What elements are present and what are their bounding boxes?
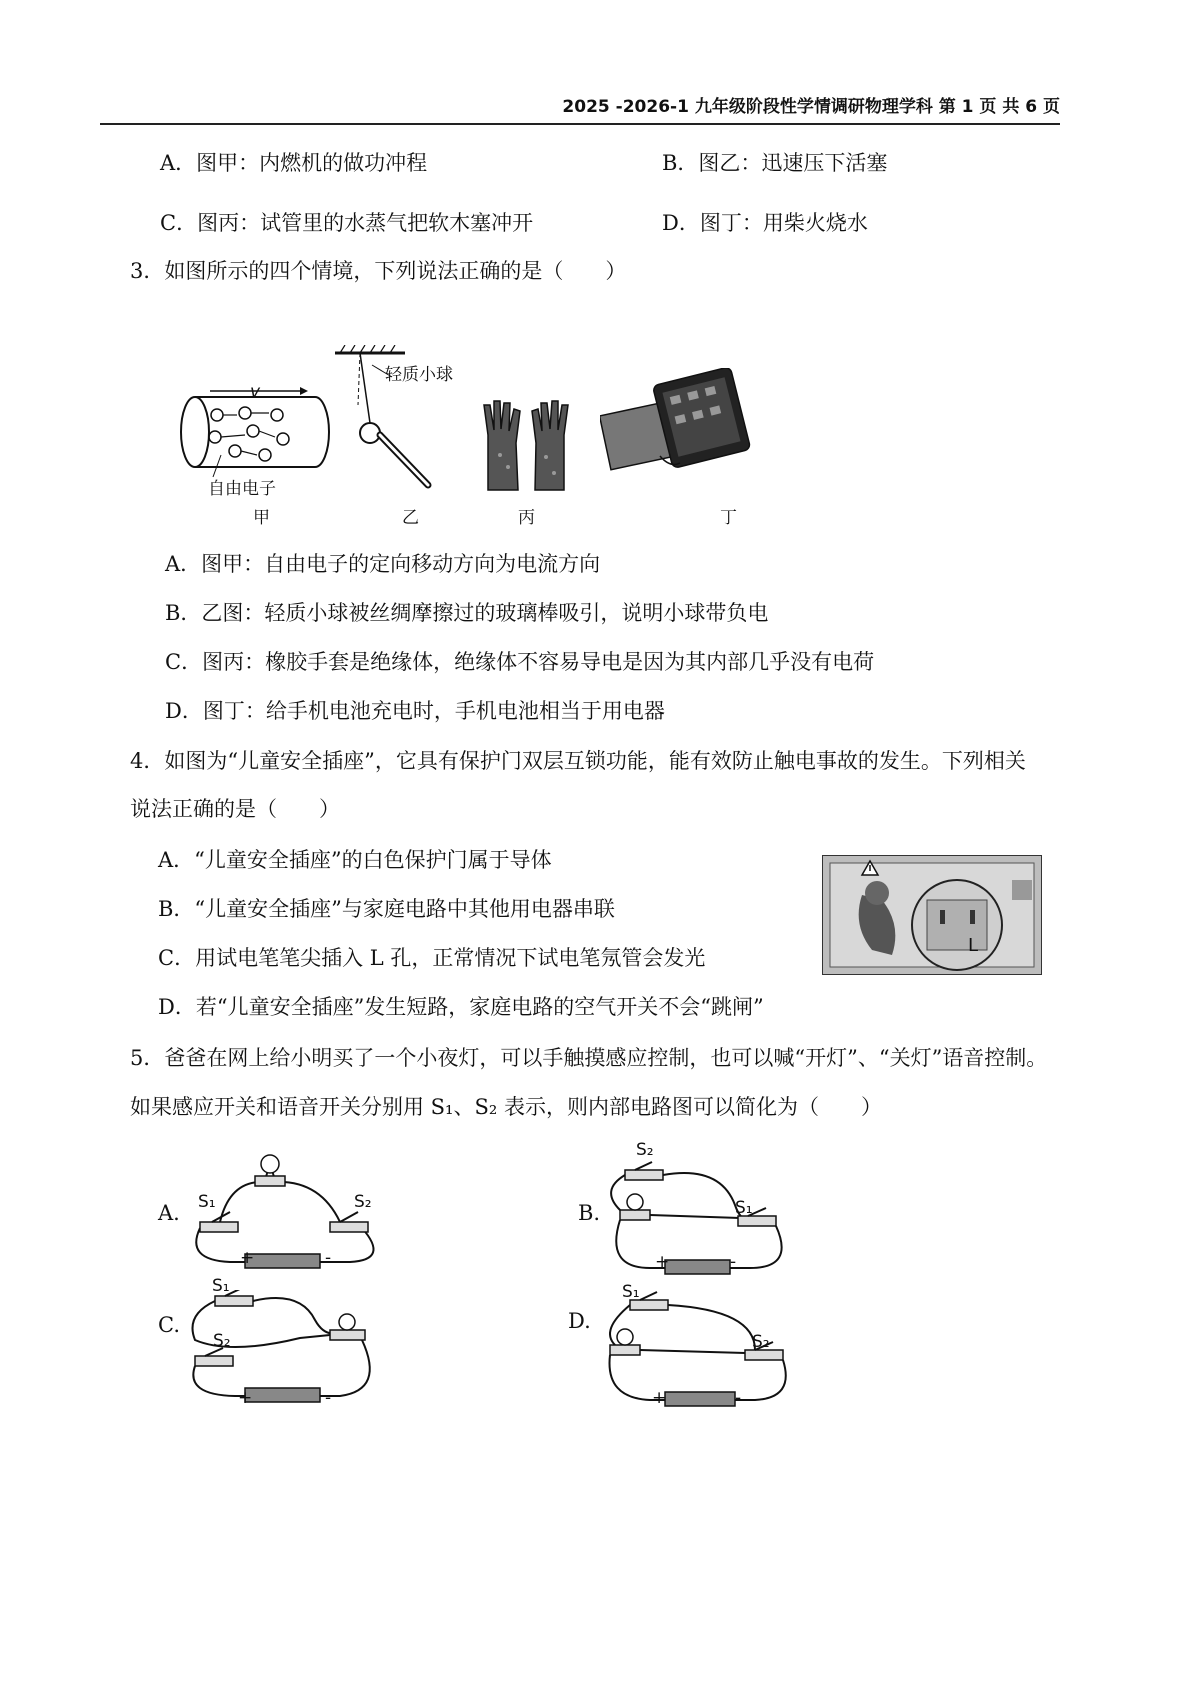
q5-stem-line1: 5．爸爸在网上给小明买了一个小夜灯，可以手触摸感应控制，也可以喊“开灯”、“关灯”语音控制。: [130, 1046, 1048, 1070]
circuit-b-s2: S₂: [636, 1140, 654, 1160]
circuit-b-plus: +: [655, 1252, 670, 1272]
circuit-a-plus: +: [240, 1248, 255, 1268]
q3-option-d: D．图丁：给手机电池充电时，手机电池相当于用电器: [165, 699, 665, 723]
caption-bing: 丙: [518, 508, 535, 528]
q4-stem-line1: 4．如图为“儿童安全插座”，它具有保护门双层互锁功能，能有效防止触电事故的发生。下列相关: [130, 749, 1026, 773]
circuit-c-minus: -: [325, 1388, 332, 1408]
circuit-d-plus: +: [652, 1388, 667, 1408]
velocity-label: v: [250, 382, 261, 402]
circuit-a-s2: S₂: [354, 1192, 372, 1212]
free-electron-label: 自由电子: [208, 479, 276, 499]
circuit-c-letter: C.: [158, 1313, 180, 1337]
circuit-a-minus: -: [325, 1248, 332, 1268]
q2-option-a: A．图甲：内燃机的做功冲程: [160, 151, 428, 175]
circuit-a-s1: S₁: [198, 1192, 216, 1212]
light-ball-label: 轻质小球: [385, 365, 453, 385]
circuit-b-s1: S₁: [735, 1198, 753, 1218]
circuit-d-s2: S₂: [752, 1332, 770, 1352]
q4-option-c: C．用试电笔笔尖插入 L 孔，正常情况下试电笔氖管会发光: [158, 946, 706, 970]
q4-stem-line2: 说法正确的是（ ）: [130, 797, 340, 821]
socket-l-label: L: [968, 935, 979, 956]
q5-stem-line2: 如果感应开关和语音开关分别用 S₁、S₂ 表示，则内部电路图可以简化为（ ）: [130, 1095, 882, 1119]
circuit-d-minus: -: [735, 1388, 742, 1408]
circuit-b-diagram: [610, 1160, 790, 1275]
circuit-d-letter: D.: [568, 1309, 591, 1333]
caption-ding: 丁: [720, 508, 737, 528]
figure-child-safety-socket: [822, 855, 1042, 975]
q4-option-a: A．“儿童安全插座”的白色保护门属于导体: [158, 848, 552, 872]
q4-option-d: D．若“儿童安全插座”发生短路，家庭电路的空气开关不会“跳闸”: [158, 995, 764, 1019]
circuit-a-letter: A.: [158, 1201, 180, 1225]
q2-option-d: D．图丁：用柴火烧水: [662, 211, 868, 235]
circuit-c-plus: +: [238, 1388, 253, 1408]
q3-option-a: A．图甲：自由电子的定向移动方向为电流方向: [165, 552, 601, 576]
circuit-c-s2: S₂: [213, 1331, 231, 1351]
circuit-b-letter: B.: [578, 1201, 601, 1225]
circuit-c-s1: S₁: [212, 1276, 230, 1296]
q4-option-b: B．“儿童安全插座”与家庭电路中其他用电器串联: [158, 897, 615, 921]
q3-stem: 3．如图所示的四个情境，下列说法正确的是（ ）: [130, 259, 627, 283]
caption-jia: 甲: [253, 508, 270, 528]
q3-option-c: C．图丙：橡胶手套是绝缘体，绝缘体不容易导电是因为其内部几乎没有电荷: [165, 650, 875, 674]
q2-option-c: C．图丙：试管里的水蒸气把软木塞冲开: [160, 211, 534, 235]
caption-yi: 乙: [402, 508, 419, 528]
circuit-d-s1: S₁: [622, 1282, 640, 1302]
circuit-b-minus: -: [730, 1252, 737, 1272]
q2-option-b: B．图乙：迅速压下活塞: [662, 151, 888, 175]
figure-bing-rubber-gloves: [480, 395, 580, 495]
page-header: 2025 -2026-1 九年级阶段性学情调研物理学科 第 1 页 共 6 页: [100, 95, 1060, 125]
figure-ding-phone-charging: [600, 368, 760, 478]
q3-option-b: B．乙图：轻质小球被丝绸摩擦过的玻璃棒吸引，说明小球带负电: [165, 601, 769, 625]
